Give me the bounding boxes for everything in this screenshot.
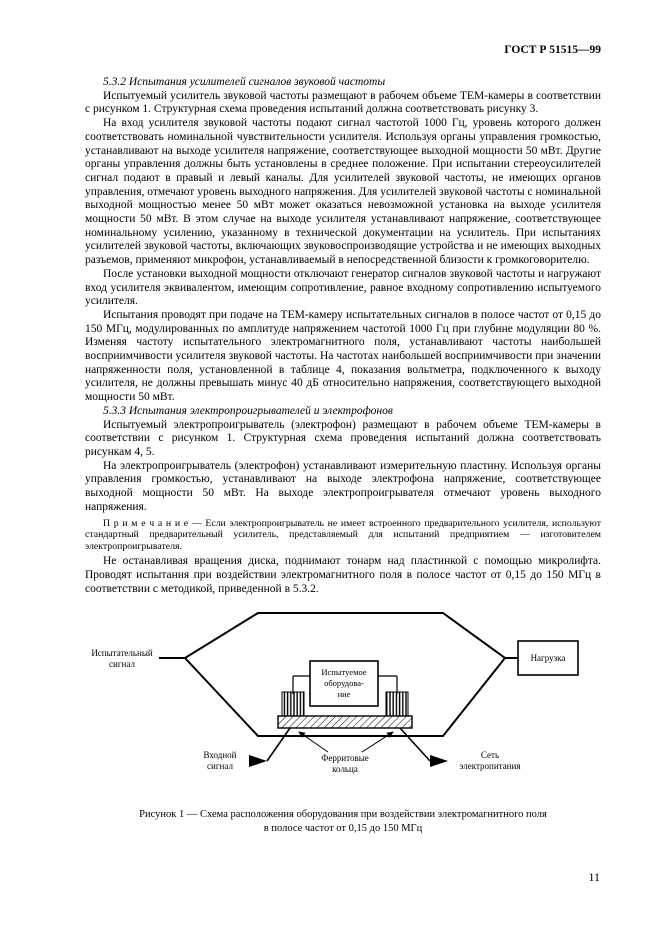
mains-wire — [400, 728, 430, 761]
paragraph: На электропроигрыватель (электрофон) устанавливают измерительную пластину. Используя органы управления громкостью, устанавливают на выходе электрофона напряжение, соответствующее выходной мощности 50 мВт. На выходе электропроигрывателя отмечают уровень выходного напряжения. — [85, 459, 601, 513]
paragraph: Испытуемый усилитель звуковой частоты размещают в рабочем объеме ТЕМ-камеры в соответствии с рисунком 1. Структурная схема проведения испытаний должна соответствовать рисунку 3. — [85, 89, 601, 116]
ferrite-label-line2: кольца — [332, 764, 358, 775]
equipment-label-line2: оборудова- — [324, 678, 364, 689]
input-signal-label-line2: сигнал — [207, 761, 233, 772]
input-signal-label-line1: Входной — [203, 750, 237, 761]
paragraph: Испытуемый электропроигрыватель (электрофон) размещают в рабочем объеме ТЕМ-камеры в соответствии с рисунком 1. Структурная схема проведения испытаний должна соответствовать рисункам 4, 5. — [85, 418, 601, 458]
equipment-label-line3: ние — [337, 689, 351, 700]
figure-1 — [85, 606, 601, 835]
paragraph: После установки выходной мощности отключают генератор сигналов звуковой частоты и нагружают вход усилителя эквивалентом, имеющим сопротивление, равное входному сопротивлению испытуемого усилителя. — [85, 267, 601, 308]
document-body — [85, 76, 601, 596]
mains-label-line2: электропитания — [459, 761, 521, 772]
note-paragraph: П р и м е ч а н и е — Если электропроигрыватель не имеет встроенного предварительного усилителя, используют стандартный предварительный усилитель, представляемый для испытаний предприятием — изготовителем электропроигрывателя. — [85, 517, 601, 552]
page-header — [85, 44, 601, 56]
section-heading-5-3-2: 5.3.2 Испытания усилителей сигналов звуковой частоты — [103, 76, 386, 88]
input-signal-wire — [267, 728, 290, 761]
ground-plate — [278, 716, 412, 728]
figure-1-caption-line2: в полосе частот от 0,15 до 150 МГц — [263, 822, 423, 834]
ferrite-ring-left — [282, 692, 304, 716]
load-label: Нагрузка — [530, 653, 566, 664]
doc-code: ГОСТ Р 51515—99 — [504, 44, 601, 56]
paragraph: На вход усилителя звуковой частоты подают сигнал частотой 1000 Гц, уровень которого должен соответствовать номинальной чувствительности усилителя. Используя органы управления громкостью, устанавливают на выходе усилителя напряжение, соответствующее выходной мощности 50 мВт. Другие органы управления должны быть установлены в среднее положение. При испытании стереоусилителей сигнал подают в правый и левый каналы. Для усилителей звуковой частоты, не имеющих органов управления, отмечают уровень выходного напряжения. Для усилителей звуковой частоты с номинальной выходной мощностью менее 50 мВт может оказаться невозможной установка на выходе усилителя мощности 50 мВт. В этом случае на выходе усилителя устанавливают напряжение, соответствующее номинальному усилению, указанному в технической документации на усилитель. При испытаниях усилителей звуковой частоты, включающих звуковоспроизводящие устройства и не имеющих выходных разъемов, применяют микрофон, устанавливаемый в непосредственной близости к громкоговорителю. — [85, 117, 601, 267]
figure-1-caption-line1: Рисунок 1 — Схема расположения оборудования при воздействии электромагнитного поля — [139, 809, 547, 821]
paragraph: Испытания проводят при подаче на ТЕМ-камеру испытательных сигналов в полосе частот от 0,15 до 150 МГц, модулированных по амплитуде напряжением частотой 1000 Гц при глубине модуляции 80 %. Изменяя частоту испытательного электромагнитного поля, устанавливают частоты наибольшей восприимчивости усилителя звуковой частоты. На частотах наибольшей восприимчивости при значении напряженности поля, установленной в таблице 4, показания вольтметра, подключенного к выходу усилителя, не должны превышать минус 40 дБ относительно напряжения, соответствующего выходной мощности 50 мВт. — [85, 308, 601, 404]
equipment-label-line1: Испытуемое — [321, 667, 367, 678]
figure-1-caption — [85, 808, 601, 835]
mains-label-line1: Сеть — [480, 750, 500, 761]
ferrite-ring-right — [386, 692, 408, 716]
ferrite-label-line1: Ферритовые — [321, 753, 369, 764]
section-heading-5-3-3: 5.3.3 Испытания электропроигрывателей и электрофонов — [103, 404, 393, 417]
figure-1-diagram — [85, 606, 601, 784]
test-signal-label-line1: Испытательный — [91, 648, 153, 659]
paragraph: Не останавливая вращения диска, поднимают тонарм над пластинкой с помощью микролифта. Проводят испытания при воздействии электромагнитного поля в полосе частот от 0,15 до 150 МГц в соответствии с методикой, приведенной в 5.3.2. — [85, 555, 601, 595]
mains-arrow — [430, 755, 448, 767]
input-signal-arrow — [249, 755, 267, 767]
test-signal-label-line2: сигнал — [109, 659, 135, 670]
page-number: 11 — [588, 870, 600, 884]
